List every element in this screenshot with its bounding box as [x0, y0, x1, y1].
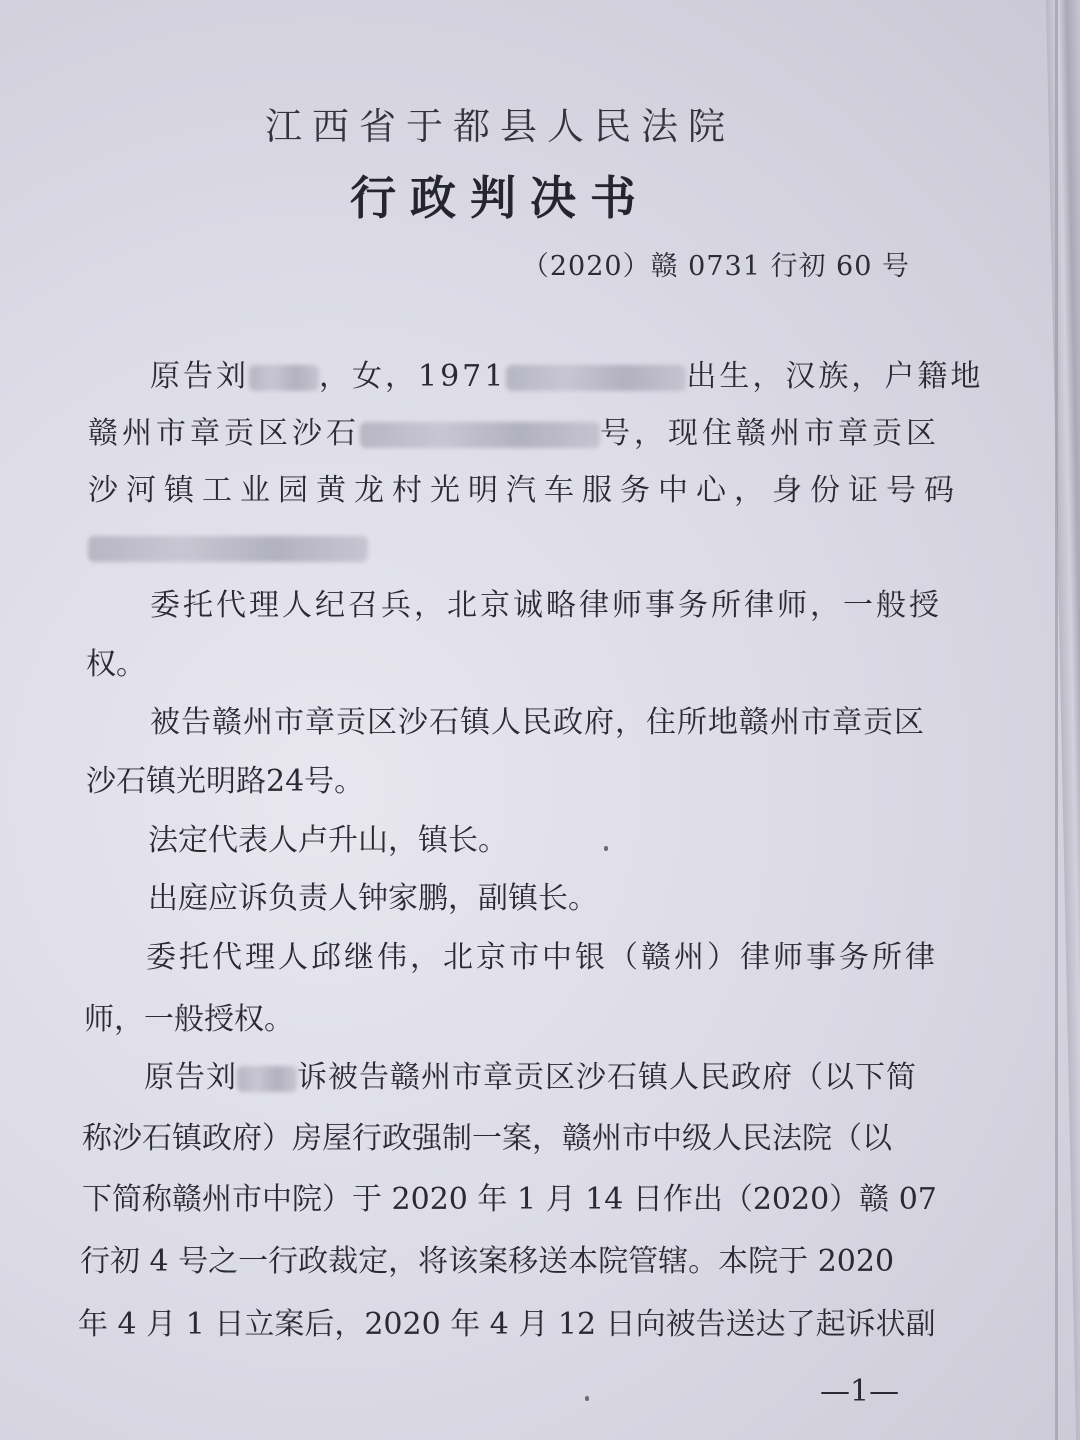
- body-line-16-text: 行初 4 号之一行政裁定，将该案移送本院管辖。本院于 2020: [80, 1244, 895, 1279]
- page-number: —1—: [820, 1374, 900, 1409]
- redacted-id-number: [88, 536, 368, 562]
- body-line-13-part-b: 诉被告赣州市章贡区沙石镇人民政府（以下简: [297, 1060, 917, 1095]
- body-line-16: [80, 1242, 894, 1282]
- redacted-name: [249, 365, 319, 391]
- redacted-birthdate: [506, 365, 686, 391]
- body-line-17-text: 年 4 月 1 日立案后，2020 年 4 月 12 日向被告送达了起诉状副: [78, 1307, 936, 1342]
- document-title: 行政判决书: [350, 171, 650, 225]
- body-line-6: [86, 645, 146, 685]
- body-line-3-text: 沙河镇工业园黄龙村光明汽车服务中心，身份证号码: [88, 473, 962, 508]
- body-line-8-text: 沙石镇光明路24号。: [86, 764, 365, 799]
- body-line-10-text: 出庭应诉负责人钟家鹏，副镇长。: [148, 881, 598, 916]
- body-line-13: [144, 1058, 917, 1098]
- body-line-11: [146, 938, 938, 978]
- body-line-1-part-a: 原告刘: [150, 359, 249, 394]
- body-line-14: [82, 1119, 892, 1159]
- body-line-4: [88, 528, 368, 568]
- body-line-2-part-a: 赣州市章贡区沙石: [88, 416, 360, 451]
- body-line-9-text: 法定代表人卢升山，镇长。: [148, 823, 508, 858]
- body-line-3: [88, 471, 962, 511]
- body-line-6-text: 权。: [86, 647, 146, 682]
- body-line-7-text: 被告赣州市章贡区沙石镇人民政府，住所地赣州市章贡区: [150, 705, 925, 740]
- body-line-15: [82, 1180, 937, 1220]
- body-line-9: [148, 821, 508, 861]
- body-line-11-text: 委托代理人邱继伟，北京市中银（赣州）律师事务所律: [146, 940, 938, 975]
- body-line-1-part-b: ，女，1971: [319, 359, 507, 394]
- body-line-8: [86, 762, 364, 802]
- body-line-12-text: 师，一般授权。: [84, 1002, 294, 1037]
- body-line-1-part-c: 出生，汉族，户籍地: [686, 359, 984, 394]
- paper-speck: [604, 846, 608, 851]
- body-line-1: [150, 357, 983, 397]
- court-name: 江西省于都县人民法院: [265, 105, 735, 148]
- body-line-15-text: 下简称赣州市中院）于 2020 年 1 月 14 日作出（2020）赣 07: [82, 1182, 937, 1217]
- body-line-2: [88, 414, 940, 454]
- body-line-14-text: 称沙石镇政府）房屋行政强制一案，赣州市中级人民法院（以: [82, 1121, 892, 1156]
- redacted-name-2: [237, 1066, 297, 1092]
- redacted-address: [360, 422, 600, 448]
- body-line-12: [84, 1000, 294, 1040]
- paper-speck: [585, 1396, 589, 1401]
- body-line-7: [150, 703, 925, 743]
- body-line-5-text: 委托代理人纪召兵，北京诚略律师事务所律师，一般授: [150, 588, 942, 623]
- case-number: （2020）赣 0731 行初 60 号: [521, 251, 910, 282]
- body-line-17: [78, 1305, 936, 1345]
- body-line-5: [150, 586, 942, 626]
- body-line-10: [148, 879, 598, 919]
- body-line-2-part-b: 号，现住赣州市章贡区: [600, 416, 940, 451]
- body-line-13-part-a: 原告刘: [144, 1060, 237, 1095]
